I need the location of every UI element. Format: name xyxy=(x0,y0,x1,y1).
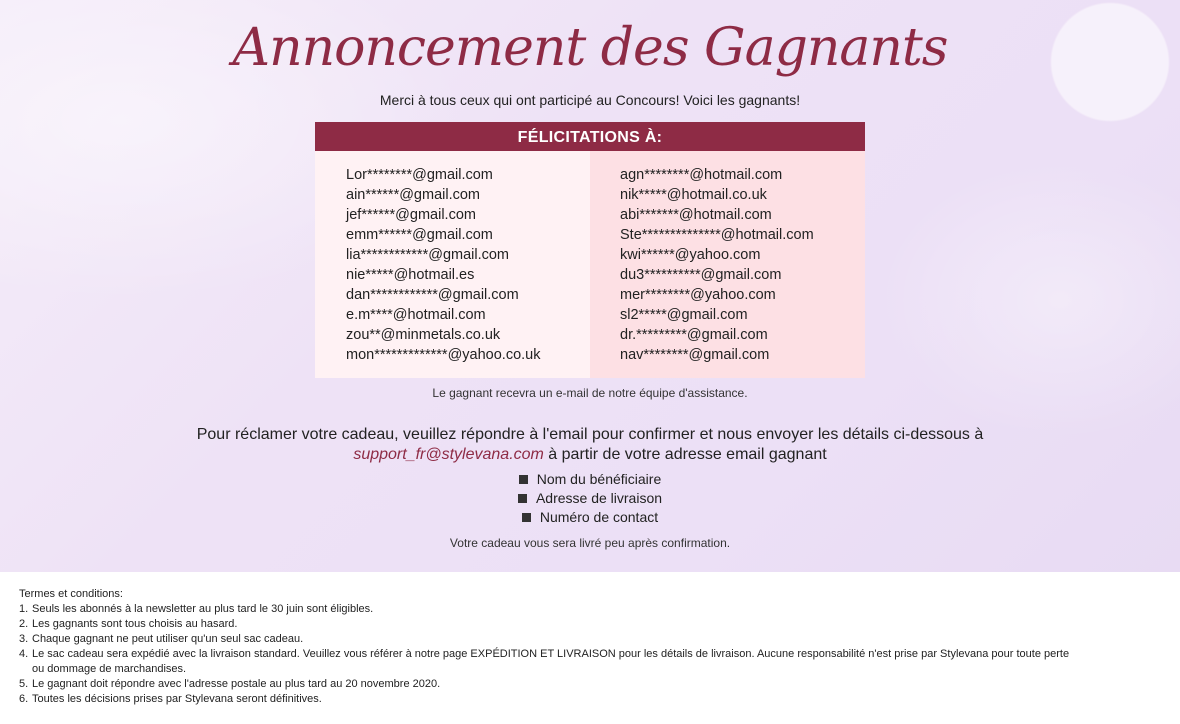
terms-and-conditions xyxy=(19,587,1169,707)
claim-instructions xyxy=(0,425,1180,465)
winner-email: dr.*********@gmail.com xyxy=(620,327,768,343)
list-item xyxy=(0,470,1180,489)
winner-email: lia************@gmail.com xyxy=(346,247,510,263)
winner-email: nav********@gmail.com xyxy=(620,347,770,363)
panel-header: FÉLICITATIONS À: xyxy=(315,122,865,151)
list-item xyxy=(0,489,1180,508)
requirement-label: Adresse de livraison xyxy=(535,490,663,506)
winner-email: nie*****@hotmail.es xyxy=(346,267,475,283)
requirement-label: Numéro de contact xyxy=(539,509,659,525)
term-number: 2. xyxy=(19,618,29,630)
support-email-link[interactable]: support_fr@stylevana.com xyxy=(353,446,544,463)
list-item xyxy=(0,508,1180,527)
square-bullet-icon xyxy=(519,475,528,484)
winner-email: e.m****@hotmail.com xyxy=(346,307,486,323)
term-text: Le sac cadeau sera expédié avec la livraison standard. Veuillez vous référer à notre page EXPÉDITION ET LIVRAISON pour les détails de livraison. Aucune responsabilité n'est prise par Stylevana pour toute perte ou dommage de marchandises. xyxy=(32,648,1070,675)
winner-email: du3**********@gmail.com xyxy=(620,267,782,283)
winners-panel xyxy=(315,122,865,378)
winner-email: agn********@hotmail.com xyxy=(620,167,783,183)
list-item xyxy=(19,617,1169,632)
list-item xyxy=(19,692,1169,707)
list-item xyxy=(19,647,1169,677)
term-text: Les gagnants sont tous choisis au hasard. xyxy=(32,618,238,630)
winner-email: Lor********@gmail.com xyxy=(346,167,493,183)
square-bullet-icon xyxy=(522,513,531,522)
term-number: 3. xyxy=(19,633,29,645)
winner-email: dan************@gmail.com xyxy=(346,287,519,303)
term-number: 6. xyxy=(19,693,29,705)
winner-email: nik*****@hotmail.co.uk xyxy=(620,187,767,203)
terms-title: Termes et conditions: xyxy=(19,588,123,600)
term-number: 5. xyxy=(19,678,29,690)
term-text: Toutes les décisions prises par Stylevana seront définitives. xyxy=(32,693,322,705)
winner-email: mer********@yahoo.com xyxy=(620,287,776,303)
winner-email: ain******@gmail.com xyxy=(346,187,480,203)
winner-email: sl2*****@gmail.com xyxy=(620,307,748,323)
winner-email: zou**@minmetals.co.uk xyxy=(346,327,501,343)
term-text: Le gagnant doit répondre avec l'adresse postale au plus tard au 20 novembre 2020. xyxy=(32,678,441,690)
requirement-label: Nom du bénéficiaire xyxy=(536,471,662,487)
winner-email: Ste**************@hotmail.com xyxy=(620,227,814,243)
list-item xyxy=(19,602,1169,617)
term-number: 1. xyxy=(19,603,29,615)
winner-email: jef******@gmail.com xyxy=(346,207,476,223)
winner-email: mon*************@yahoo.co.uk xyxy=(346,347,541,363)
delivery-note: Votre cadeau vous sera livré peu après confirmation. xyxy=(449,536,731,550)
claim-line-2 xyxy=(0,445,1180,465)
term-text: Chaque gagnant ne peut utiliser qu'un seul sac cadeau. xyxy=(32,633,304,645)
winner-email: emm******@gmail.com xyxy=(346,227,493,243)
subtitle: Merci à tous ceux qui ont participé au Concours! Voici les gagnants! xyxy=(379,92,801,108)
winners-column-right xyxy=(590,151,865,378)
claim-line-1: Pour réclamer votre cadeau, veuillez répondre à l'email pour confirmer et nous envoyer les détails ci-dessous à xyxy=(196,426,984,443)
term-text: Seuls les abonnés à la newsletter au plus tard le 30 juin sont éligibles. xyxy=(32,603,374,615)
requirements-list xyxy=(0,470,1180,527)
list-item xyxy=(19,632,1169,647)
claim-line-2-text: à partir de votre adresse email gagnant xyxy=(543,446,827,463)
page-title: Annoncement des Gagnants xyxy=(232,18,948,78)
list-item xyxy=(19,677,1169,692)
winner-email: kwi******@yahoo.com xyxy=(620,247,761,263)
square-bullet-icon xyxy=(518,494,527,503)
winner-email: abi*******@hotmail.com xyxy=(620,207,772,223)
term-number: 4. xyxy=(19,648,29,660)
winners-column-left xyxy=(315,151,590,378)
assistance-note: Le gagnant recevra un e-mail de notre équipe d'assistance. xyxy=(432,386,748,400)
